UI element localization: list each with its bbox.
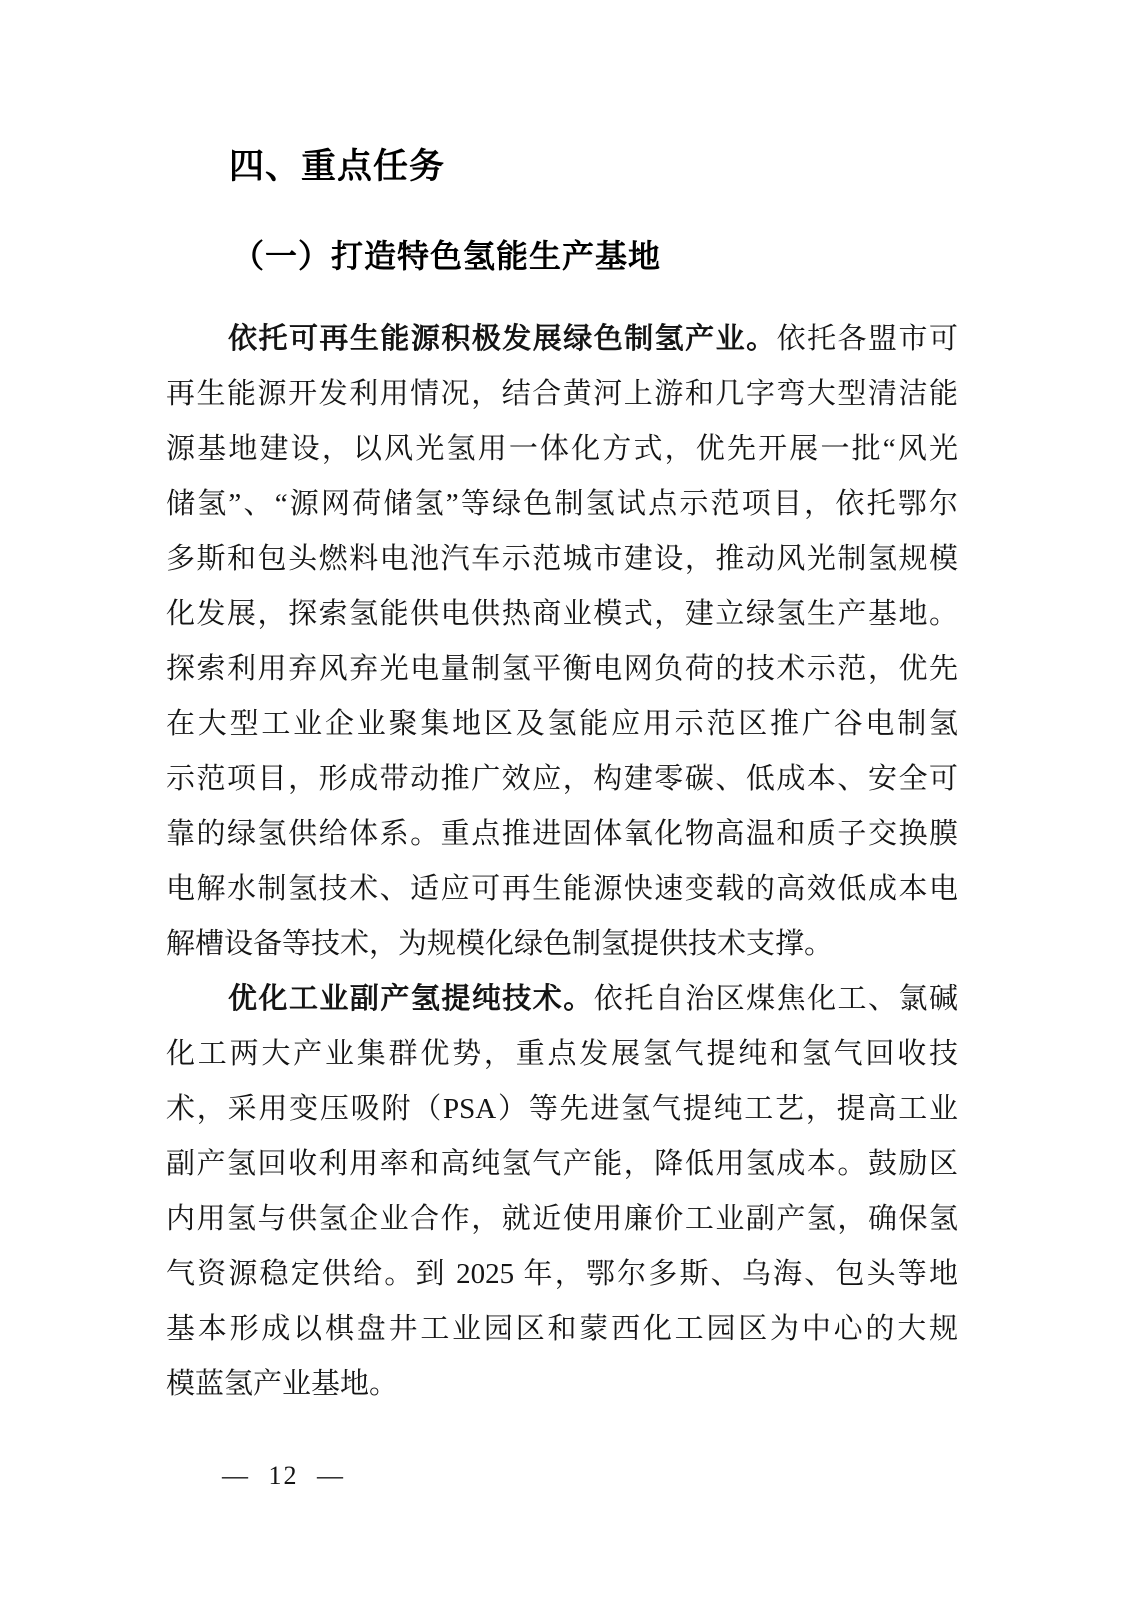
text-line: 气资源稳定供给。到 2025 年，鄂尔多斯、乌海、包头等地 bbox=[166, 1258, 958, 1290]
text-line: 源基地建设，以风光氢用一体化方式，优先开展一批“风光 bbox=[166, 433, 958, 465]
text-line: 靠的绿氢供给体系。重点推进固体氧化物高温和质子交换膜 bbox=[166, 818, 958, 850]
paragraph-lead-bold: 依托可再生能源积极发展绿色制氢产业。 bbox=[228, 323, 777, 355]
text-line: 基本形成以棋盘井工业园区和蒙西化工园区为中心的大规 bbox=[166, 1313, 958, 1345]
subsection-heading: （一）打造特色氢能生产基地 bbox=[232, 238, 662, 274]
text-line: 化发展，探索氢能供电供热商业模式，建立绿氢生产基地。 bbox=[166, 598, 958, 630]
text-line: 储氢”、“源网荷储氢”等绿色制氢试点示范项目，依托鄂尔 bbox=[166, 488, 958, 520]
paragraph-text: 依托各盟市可 bbox=[776, 323, 958, 355]
text-line: 探索利用弃风弃光电量制氢平衡电网负荷的技术示范，优先 bbox=[166, 653, 958, 685]
text-line: 在大型工业企业聚集地区及氢能应用示范区推广谷电制氢 bbox=[166, 708, 958, 740]
text-line bbox=[166, 312, 958, 367]
text-line: 多斯和包头燃料电池汽车示范城市建设，推动风光制氢规模 bbox=[166, 543, 958, 575]
text-line: 副产氢回收利用率和高纯氢气产能，降低用氢成本。鼓励区 bbox=[166, 1148, 958, 1180]
document-body bbox=[166, 312, 958, 1412]
text-line: 解槽设备等技术，为规模化绿色制氢提供技术支撑。 bbox=[166, 928, 834, 960]
text-line: 内用氢与供氢企业合作，就近使用廉价工业副产氢，确保氢 bbox=[166, 1203, 958, 1235]
text-line: 模蓝氢产业基地。 bbox=[166, 1368, 399, 1400]
paragraph-text: 依托自治区煤焦化工、氯碱 bbox=[593, 983, 958, 1015]
section-heading: 四、重点任务 bbox=[229, 147, 446, 186]
text-line: 电解水制氢技术、适应可再生能源快速变载的高效低成本电 bbox=[166, 873, 958, 905]
text-line: 术，采用变压吸附（PSA）等先进氢气提纯工艺，提高工业 bbox=[166, 1093, 958, 1125]
text-line bbox=[166, 972, 958, 1027]
page-number: — 12 — bbox=[222, 1461, 345, 1490]
text-line: 示范项目，形成带动推广效应，构建零碳、低成本、安全可 bbox=[166, 763, 958, 795]
text-line: 化工两大产业集群优势，重点发展氢气提纯和氢气回收技 bbox=[166, 1038, 958, 1070]
paragraph-lead-bold: 优化工业副产氢提纯技术。 bbox=[228, 983, 594, 1015]
text-line: 再生能源开发利用情况，结合黄河上游和几字弯大型清洁能 bbox=[166, 378, 958, 410]
